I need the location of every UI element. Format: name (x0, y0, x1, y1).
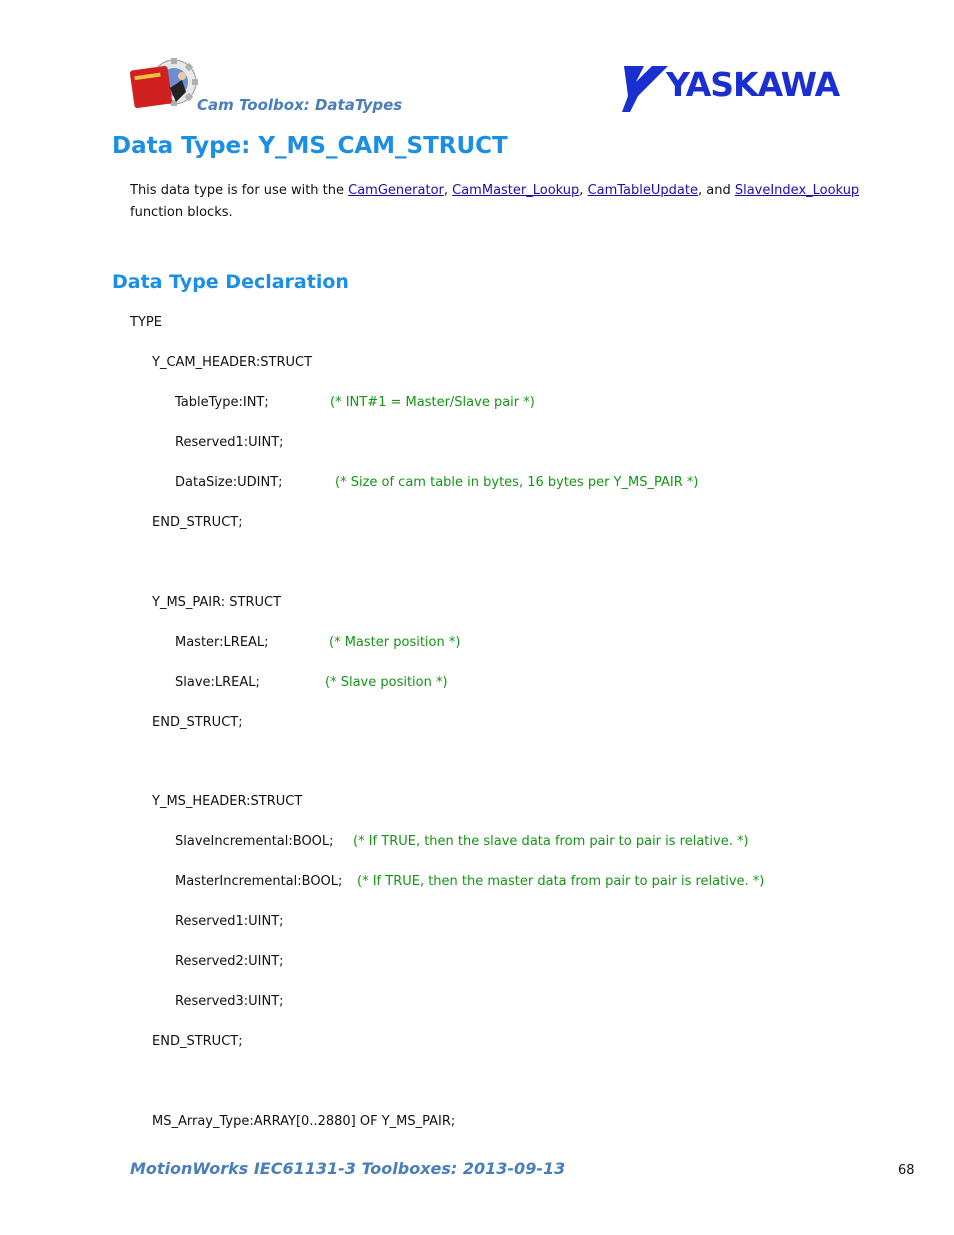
ms-pair-decl: Y_MS_PAIR: STRUCT (152, 595, 282, 610)
page-number: 68 (898, 1163, 915, 1178)
array-decl: MS_Array_Type:ARRAY[0..2880] OF Y_MS_PAIR; (152, 1114, 456, 1129)
footer-title: MotionWorks IEC61131-3 Toolboxes: 2013-09-13 (130, 1159, 566, 1178)
end-struct: END_STRUCT; (152, 1034, 243, 1049)
code-comment: (* Master position *) (329, 635, 461, 650)
code-line: Master:LREAL; (175, 635, 269, 650)
link-cammaster-lookup[interactable]: CamMaster_Lookup (452, 183, 580, 198)
type-keyword: TYPE (130, 315, 162, 330)
code-comment: (* If TRUE, then the slave data from pair to pair is relative. *) (353, 834, 749, 849)
page-title: Data Type: Y_MS_CAM_STRUCT (112, 133, 508, 159)
end-struct: END_STRUCT; (152, 715, 243, 730)
code-comment: (* INT#1 = Master/Slave pair *) (330, 395, 535, 410)
code-line: Reserved2:UINT; (175, 954, 284, 969)
code-comment: (* Slave position *) (325, 675, 448, 690)
link-camtableupdate[interactable]: CamTableUpdate (587, 183, 698, 198)
end-struct: END_STRUCT; (152, 515, 243, 530)
code-line: SlaveIncremental:BOOL; (175, 834, 334, 849)
section-title: Data Type Declaration (112, 271, 349, 293)
code-line: DataSize:UDINT; (175, 475, 283, 490)
code-line: Reserved3:UINT; (175, 994, 284, 1009)
code-line: Reserved1:UINT; (175, 435, 284, 450)
link-camgenerator[interactable]: CamGenerator (348, 183, 444, 198)
link-slaveindex-lookup[interactable]: SlaveIndex_Lookup (734, 183, 860, 198)
code-line: Slave:LREAL; (175, 675, 260, 690)
header-title: Cam Toolbox: DataTypes (197, 96, 403, 114)
code-line: TableType:INT; (175, 395, 269, 410)
code-line: MasterIncremental:BOOL; (175, 874, 343, 889)
cam-toolbox-logo (130, 58, 200, 110)
yaskawa-logo (622, 66, 844, 112)
ms-header-decl: Y_MS_HEADER:STRUCT (152, 794, 303, 809)
brand-text: YASKAWA (666, 66, 840, 104)
code-comment: (* If TRUE, then the master data from pair to pair is relative. *) (357, 874, 765, 889)
code-comment: (* Size of cam table in bytes, 16 bytes per Y_MS_PAIR *) (335, 475, 699, 490)
code-line: Reserved1:UINT; (175, 914, 284, 929)
intro-paragraph: This data type is for use with the CamGenerator, CamMaster_Lookup, CamTableUpdate, and SlaveIndex_Lookup function blocks. (130, 183, 860, 220)
cam-header-decl: Y_CAM_HEADER:STRUCT (152, 355, 313, 370)
